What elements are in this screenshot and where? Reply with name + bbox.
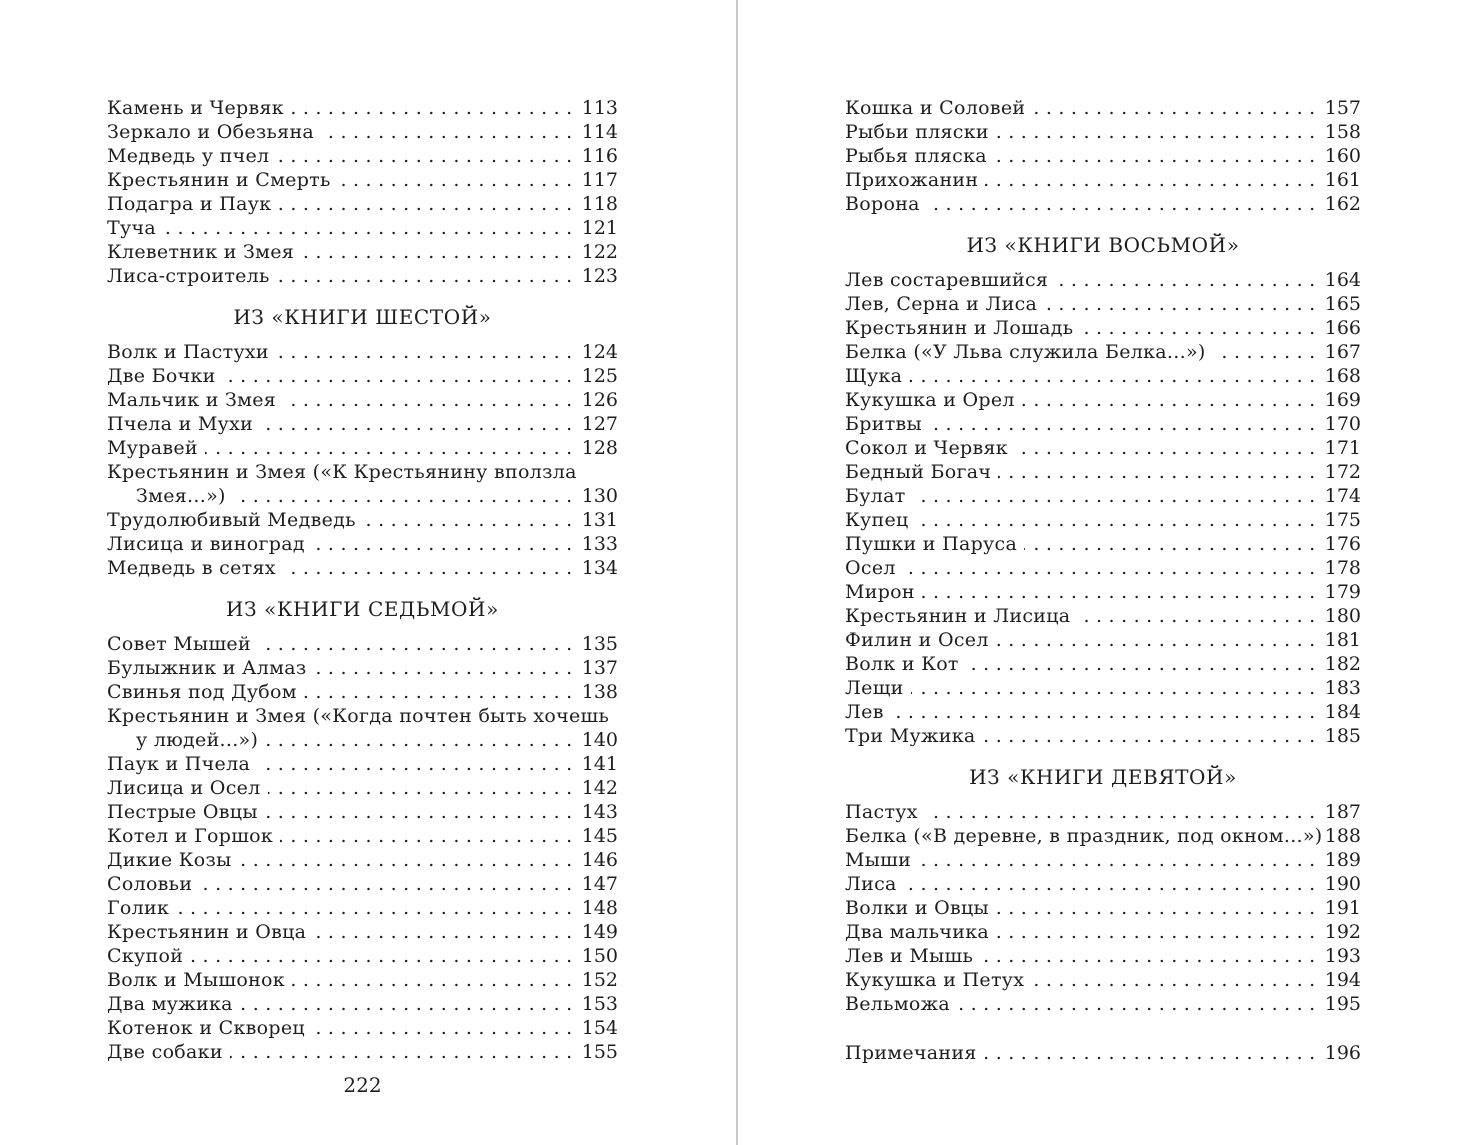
toc-entry — [107, 216, 618, 240]
toc-entry — [845, 652, 1361, 676]
toc-entry-page: 176 — [1324, 533, 1361, 555]
toc-entry-page: 181 — [1324, 629, 1361, 651]
toc-entry — [107, 800, 618, 824]
toc-entry-page: 166 — [1324, 317, 1361, 339]
dot-leader — [1031, 968, 1321, 992]
toc-entry-page: 194 — [1324, 969, 1361, 991]
toc-entry-line1 — [107, 704, 618, 728]
toc-entry — [845, 484, 1361, 508]
toc-entry — [107, 872, 618, 896]
toc-entry-title: Кукушка и Орел — [845, 389, 1015, 411]
toc-entry — [845, 628, 1361, 652]
page-left — [107, 96, 618, 1097]
toc-entry-title: Крестьянин и Змея («Когда почтен быть хочешь — [107, 705, 610, 727]
dot-leader — [312, 532, 579, 556]
toc-entry-page: 142 — [581, 777, 618, 799]
dot-leader — [260, 412, 579, 436]
toc-entry-page: 116 — [581, 145, 618, 167]
toc-entry-page: 127 — [581, 413, 618, 435]
dot-leader — [903, 556, 1322, 580]
toc-entry-page: 117 — [581, 169, 618, 191]
dot-leader — [927, 192, 1322, 216]
toc-entry — [845, 824, 1361, 848]
toc-entry-title: Лисица и виноград — [107, 533, 305, 555]
toc-entry-title: Дикие Козы — [107, 849, 232, 871]
toc-entry-page: 138 — [581, 681, 618, 703]
toc-entry — [845, 944, 1361, 968]
toc-entry-page: 169 — [1324, 389, 1361, 411]
dot-leader — [996, 920, 1322, 944]
toc-entry-title: Медведь у пчел — [107, 145, 270, 167]
dot-leader — [994, 144, 1322, 168]
toc-right — [845, 96, 1361, 1065]
toc-entry — [107, 656, 618, 680]
toc-entry — [845, 532, 1361, 556]
toc-entry-page: 146 — [581, 849, 618, 871]
dot-leader — [1032, 96, 1321, 120]
toc-entry — [107, 968, 618, 992]
toc-entry-page: 154 — [581, 1017, 618, 1039]
toc-entry — [107, 388, 618, 412]
toc-entry-page: 147 — [581, 873, 618, 895]
toc-entry — [107, 264, 618, 288]
toc-entry-title: Крестьянин и Змея («К Крестьянину вползла — [107, 461, 577, 483]
toc-entry — [845, 340, 1361, 364]
toc-entry-title: Паук и Пчела — [107, 753, 251, 775]
dot-leader — [904, 872, 1322, 896]
toc-entry-title: Лев — [845, 701, 884, 723]
toc-entry — [845, 556, 1361, 580]
dot-leader — [268, 776, 579, 800]
toc-entry-page: 150 — [581, 945, 618, 967]
dot-leader — [283, 388, 579, 412]
toc-entry-title: Лиса-строитель — [107, 265, 270, 287]
toc-entry — [107, 508, 618, 532]
toc-entry-page: 124 — [581, 341, 618, 363]
toc-entry-page: 152 — [581, 969, 618, 991]
toc-entry-page: 175 — [1324, 509, 1361, 531]
dot-leader — [240, 992, 579, 1016]
dot-leader — [996, 896, 1322, 920]
toc-entry-page: 157 — [1324, 97, 1361, 119]
toc-entry-page: 187 — [1324, 801, 1361, 823]
dot-leader — [301, 240, 579, 264]
toc-entry-page: 143 — [581, 801, 618, 823]
toc-entry-page: 183 — [1324, 677, 1361, 699]
toc-entry-title: Щука — [845, 365, 903, 387]
toc-entry-page: 196 — [1324, 1042, 1361, 1064]
toc-entry-title-continuation: Змея...») — [136, 485, 226, 507]
dot-leader — [276, 144, 578, 168]
toc-entry-page: 170 — [1324, 413, 1361, 435]
toc-entry-page: 188 — [1324, 825, 1361, 847]
toc-entry — [107, 1040, 618, 1064]
toc-entry-page: 148 — [581, 897, 618, 919]
toc-entry — [107, 144, 618, 168]
dot-leader — [258, 632, 579, 656]
toc-entry — [845, 364, 1361, 388]
toc-entry-title: Соловьи — [107, 873, 193, 895]
toc-entry-title: Кукушка и Петух — [845, 969, 1025, 991]
section-heading: ИЗ «КНИГИ ДЕВЯТОЙ» — [969, 765, 1237, 789]
toc-entry-page: 153 — [581, 993, 618, 1015]
toc-entry-page: 179 — [1324, 581, 1361, 603]
toc-entry-title: Пушки и Паруса — [845, 533, 1018, 555]
toc-entry — [107, 632, 618, 656]
toc-entry-title: Подагра и Паук — [107, 193, 272, 215]
toc-entry-title: Купец — [845, 509, 909, 531]
toc-entry-title: Лещи — [845, 677, 904, 699]
toc-entry — [107, 992, 618, 1016]
dot-leader — [913, 484, 1322, 508]
toc-entry-page: 123 — [581, 265, 618, 287]
toc-entry — [107, 120, 618, 144]
toc-entry-title: Крестьянин и Лисица — [845, 605, 1071, 627]
dot-leader — [998, 460, 1321, 484]
toc-entry-title: Кошка и Соловей — [845, 97, 1026, 119]
toc-entry — [845, 316, 1361, 340]
toc-entry-title: Туча — [107, 217, 156, 239]
toc-entry-title: Медведь в сетях — [107, 557, 276, 579]
dot-leader — [1022, 388, 1322, 412]
toc-entry — [845, 1041, 1361, 1065]
dot-leader — [1055, 268, 1322, 292]
toc-entry-page: 168 — [1324, 365, 1361, 387]
toc-entry-page: 125 — [581, 365, 618, 387]
toc-entry-page: 185 — [1324, 725, 1361, 747]
toc-entry-title: Лев состаревшийся — [845, 269, 1049, 291]
toc-entry — [845, 604, 1361, 628]
toc-entry-title: Булат — [845, 485, 906, 507]
toc-entry-title: Сокол и Червяк — [845, 437, 1008, 459]
dot-leader — [966, 652, 1322, 676]
toc-entry-page: 160 — [1324, 145, 1361, 167]
toc-entry-title: Волк и Мышонок — [107, 969, 285, 991]
dot-leader — [304, 680, 579, 704]
toc-entry-page: 174 — [1324, 485, 1361, 507]
toc-entry — [845, 120, 1361, 144]
toc-entry-title: Ворона — [845, 193, 920, 215]
dot-leader — [265, 800, 579, 824]
toc-entry-title: Мыши — [845, 849, 912, 871]
toc-entry-page: 114 — [581, 121, 618, 143]
toc-entry-title: Белка («В деревне, в праздник, под окном...») — [845, 825, 1323, 847]
toc-entry-title: Крестьянин и Овца — [107, 921, 307, 943]
toc-entry-title: Лев, Серна и Лиса — [845, 293, 1038, 315]
toc-entry-title: Мирон — [845, 581, 915, 603]
toc-entry-title: Скупой — [107, 945, 184, 967]
toc-entry-title: Булыжник и Алмаз — [107, 657, 307, 679]
dot-leader — [957, 992, 1322, 1016]
toc-entry-page: 145 — [581, 825, 618, 847]
toc-entry — [107, 96, 618, 120]
dot-leader — [205, 436, 579, 460]
toc-entry-title: Трудолюбивый Медведь — [107, 509, 356, 531]
toc-entry — [845, 700, 1361, 724]
dot-leader — [278, 192, 578, 216]
toc-entry-title: Бритвы — [845, 413, 922, 435]
toc-entry — [107, 412, 618, 436]
toc-entry — [107, 776, 618, 800]
toc-entry-page: 126 — [581, 389, 618, 411]
toc-entry-title: Две собаки — [107, 1041, 223, 1063]
toc-entry-page: 192 — [1324, 921, 1361, 943]
dot-leader — [996, 628, 1322, 652]
dot-leader — [223, 364, 579, 388]
dot-leader — [265, 728, 579, 752]
toc-entry-page: 184 — [1324, 701, 1361, 723]
toc-entry-title: Котенок и Скворец — [107, 1017, 305, 1039]
toc-entry — [845, 292, 1361, 316]
toc-entry — [845, 192, 1361, 216]
toc-entry — [107, 340, 618, 364]
toc-entry — [845, 268, 1361, 292]
toc-entry-page: 155 — [581, 1041, 618, 1063]
toc-entry-title: Клеветник и Змея — [107, 241, 295, 263]
toc-entry — [845, 96, 1361, 120]
toc-entry-title: Пестрые Овцы — [107, 801, 258, 823]
toc-entry-title: Зеркало и Обезьяна — [107, 121, 315, 143]
dot-leader — [996, 120, 1322, 144]
toc-entry-page: 190 — [1324, 873, 1361, 895]
toc-entry-title: Крестьянин и Лошадь — [845, 317, 1074, 339]
dot-leader — [1077, 604, 1321, 628]
dot-leader — [922, 580, 1322, 604]
toc-entry — [107, 1016, 618, 1040]
dot-leader — [918, 848, 1322, 872]
toc-entry-title: Пчела и Мухи — [107, 413, 254, 435]
blank-gap — [845, 1016, 1361, 1041]
dot-leader — [1080, 316, 1321, 340]
toc-entry-page: 134 — [581, 557, 618, 579]
toc-entry-title: Муравей — [107, 437, 198, 459]
dot-leader — [233, 484, 579, 508]
toc-entry-line2 — [107, 484, 618, 508]
dot-leader — [980, 944, 1322, 968]
toc-entry-page: 171 — [1324, 437, 1361, 459]
section-heading: ИЗ «КНИГИ СЕДЬМОЙ» — [226, 597, 499, 621]
dot-leader — [925, 800, 1322, 824]
toc-entry-title: Котел и Горшок — [107, 825, 274, 847]
toc-entry-title: Крестьянин и Смерть — [107, 169, 331, 191]
dot-leader — [292, 968, 579, 992]
dot-leader — [314, 656, 579, 680]
toc-entry-page: 135 — [581, 633, 618, 655]
dot-leader — [929, 412, 1322, 436]
toc-entry-title: Прихожанин — [845, 169, 979, 191]
toc-entry — [845, 412, 1361, 436]
toc-entry-title: Голик — [107, 897, 170, 919]
page-number: 222 — [343, 1073, 382, 1097]
toc-entry-title: Волки и Овцы — [845, 897, 989, 919]
toc-entry-title: Рыбьи пляски — [845, 121, 989, 143]
page-divider — [736, 0, 738, 1145]
dot-leader — [911, 676, 1322, 700]
toc-entry-title: Совет Мышей — [107, 633, 251, 655]
toc-entry-title: Бедный Богач — [845, 461, 992, 483]
toc-entry — [107, 168, 618, 192]
toc-entry — [107, 896, 618, 920]
toc-entry-title: Три Мужика — [845, 725, 976, 747]
toc-entry — [845, 896, 1361, 920]
toc-entry-title: Пастух — [845, 801, 918, 823]
toc-entry — [845, 800, 1361, 824]
toc-entry — [107, 848, 618, 872]
toc-entry-title: Филин и Осел — [845, 629, 989, 651]
toc-entry — [845, 168, 1361, 192]
toc-entry — [107, 752, 618, 776]
toc-entry — [107, 920, 618, 944]
toc-entry — [845, 872, 1361, 896]
toc-entry-title: Волк и Кот — [845, 653, 959, 675]
toc-entry — [107, 436, 618, 460]
toc-entry-title: Примечания — [845, 1042, 977, 1064]
toc-entry-line1 — [107, 460, 618, 484]
dot-leader — [283, 556, 579, 580]
dot-leader — [985, 168, 1321, 192]
dot-leader — [1213, 340, 1322, 364]
toc-entry-page: 182 — [1324, 653, 1361, 675]
toc-entry — [845, 388, 1361, 412]
toc-entry-title: Осел — [845, 557, 896, 579]
toc-entry — [845, 676, 1361, 700]
section-heading: ИЗ «КНИГИ ШЕСТОЙ» — [233, 305, 492, 329]
dot-leader — [321, 120, 579, 144]
toc-entry-page: 165 — [1324, 293, 1361, 315]
toc-entry — [845, 848, 1361, 872]
dot-leader — [277, 264, 579, 288]
toc-entry-page: 130 — [581, 485, 618, 507]
toc-entry — [845, 580, 1361, 604]
dot-leader — [291, 96, 579, 120]
toc-entry — [845, 508, 1361, 532]
toc-entry-page: 167 — [1324, 341, 1361, 363]
toc-entry-page: 191 — [1324, 897, 1361, 919]
toc-entry-title: Камень и Червяк — [107, 97, 284, 119]
toc-entry — [107, 680, 618, 704]
toc-entry-page: 158 — [1324, 121, 1361, 143]
toc-entry-page: 180 — [1324, 605, 1361, 627]
toc-entry-title: Два мужика — [107, 993, 233, 1015]
toc-entry — [845, 460, 1361, 484]
dot-leader — [1015, 436, 1322, 460]
toc-entry-page: 121 — [581, 217, 618, 239]
toc-entry — [845, 436, 1361, 460]
toc-entry-page: 195 — [1324, 993, 1361, 1015]
toc-entry-page: 133 — [581, 533, 618, 555]
toc-entry-title: Два мальчика — [845, 921, 990, 943]
dot-leader — [363, 508, 579, 532]
toc-entry-page: 161 — [1324, 169, 1361, 191]
toc-entry — [107, 532, 618, 556]
dot-leader — [338, 168, 579, 192]
toc-entry — [107, 944, 618, 968]
toc-entry — [107, 824, 618, 848]
toc-left — [107, 96, 618, 1064]
toc-entry-page: 128 — [581, 437, 618, 459]
toc-entry-page: 189 — [1324, 849, 1361, 871]
dot-leader — [199, 872, 578, 896]
dot-leader — [984, 1041, 1322, 1065]
dot-leader — [190, 944, 579, 968]
dot-leader — [313, 920, 578, 944]
toc-entry-title: Лиса — [845, 873, 897, 895]
dot-leader — [176, 896, 579, 920]
toc-entry — [845, 724, 1361, 748]
toc-entry-title: Белка («У Льва служила Белка...») — [845, 341, 1206, 363]
dot-leader — [163, 216, 579, 240]
dot-leader — [891, 700, 1322, 724]
toc-entry-page: 140 — [581, 729, 618, 751]
dot-leader — [916, 508, 1322, 532]
toc-entry-page: 149 — [581, 921, 618, 943]
section-heading: ИЗ «КНИГИ ВОСЬМОЙ» — [966, 233, 1240, 257]
toc-entry — [845, 968, 1361, 992]
toc-entry — [107, 364, 618, 388]
dot-leader — [312, 1016, 579, 1040]
toc-entry-page: 137 — [581, 657, 618, 679]
toc-entry-page: 131 — [581, 509, 618, 531]
toc-entry-page: 164 — [1324, 269, 1361, 291]
toc-entry-title: Две Бочки — [107, 365, 216, 387]
dot-leader — [983, 724, 1322, 748]
toc-entry-title: Свинья под Дубом — [107, 681, 297, 703]
dot-leader — [909, 364, 1321, 388]
toc-entry-title-continuation: у людей...») — [136, 729, 259, 751]
toc-entry-page: 178 — [1324, 557, 1361, 579]
dot-leader — [276, 340, 579, 364]
dot-leader — [257, 752, 579, 776]
toc-entry-page: 118 — [581, 193, 618, 215]
dot-leader — [239, 848, 579, 872]
toc-entry-line2 — [107, 728, 618, 752]
dot-leader — [1024, 532, 1322, 556]
toc-entry-page: 141 — [581, 753, 618, 775]
toc-entry-page: 172 — [1324, 461, 1361, 483]
toc-entry — [845, 992, 1361, 1016]
toc-entry — [107, 556, 618, 580]
toc-entry — [107, 192, 618, 216]
toc-entry — [845, 920, 1361, 944]
toc-entry-page: 162 — [1324, 193, 1361, 215]
page-right — [845, 96, 1361, 1065]
dot-leader — [1044, 292, 1322, 316]
toc-entry-title: Лисица и Осел — [107, 777, 261, 799]
toc-entry — [107, 240, 618, 264]
toc-entry-title: Рыбья пляска — [845, 145, 987, 167]
toc-entry-page: 122 — [581, 241, 618, 263]
dot-leader — [230, 1040, 579, 1064]
toc-entry-page: 193 — [1324, 945, 1361, 967]
toc-entry-title: Мальчик и Змея — [107, 389, 277, 411]
toc-entry-title: Лев и Мышь — [845, 945, 974, 967]
toc-entry-page: 113 — [581, 97, 618, 119]
dot-leader — [280, 824, 579, 848]
toc-entry-title: Вельможа — [845, 993, 951, 1015]
toc-entry-title: Волк и Пастухи — [107, 341, 269, 363]
toc-entry — [845, 144, 1361, 168]
